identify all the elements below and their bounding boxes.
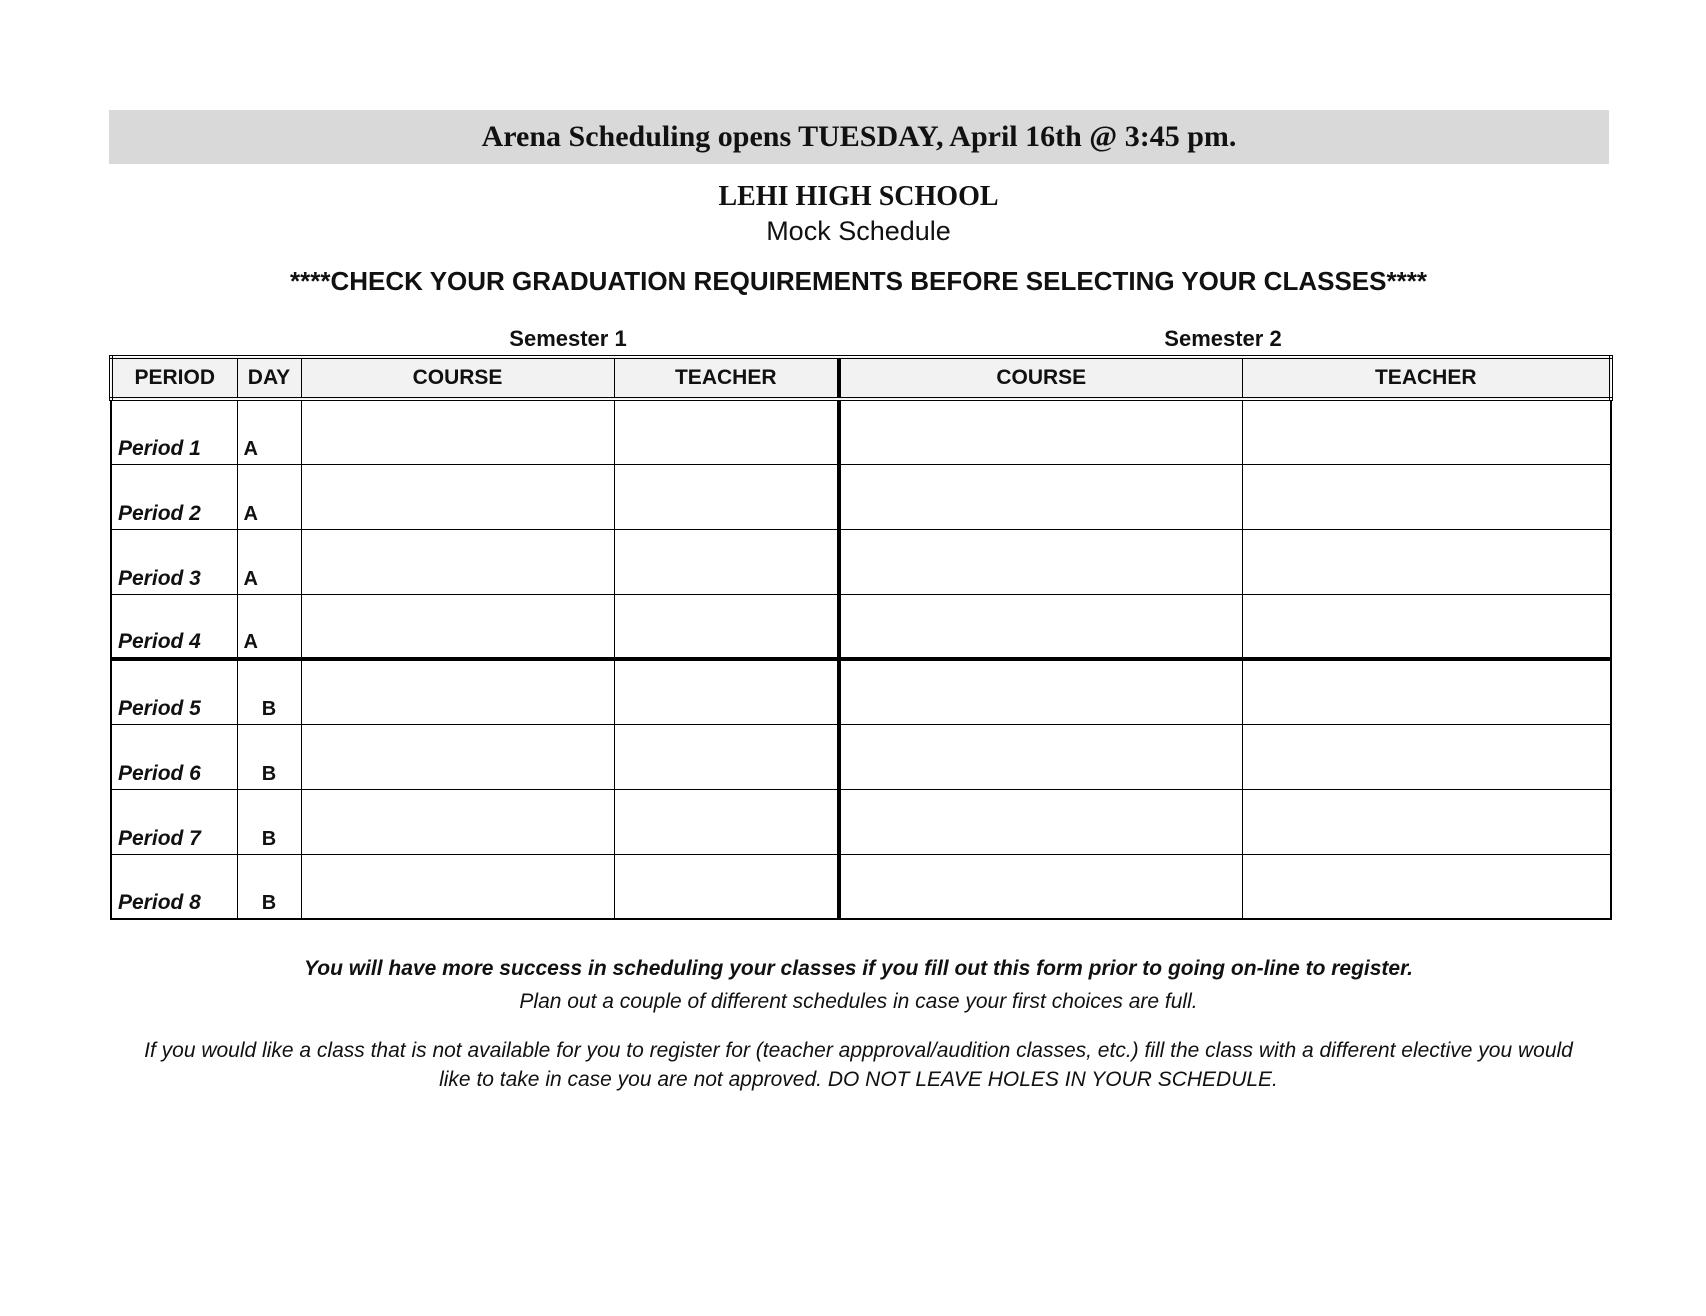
header-row xyxy=(111,357,1611,399)
sem1-course-cell[interactable] xyxy=(301,594,614,659)
sem2-course-cell[interactable] xyxy=(839,529,1242,594)
sem2-teacher-cell[interactable] xyxy=(1242,854,1611,919)
sem2-course-cell[interactable] xyxy=(839,854,1242,919)
sem2-course-header: COURSE xyxy=(839,357,1242,399)
sem1-teacher-cell[interactable] xyxy=(614,854,839,919)
day-label: B xyxy=(237,724,301,789)
period-label: Period 5 xyxy=(111,659,237,724)
sem1-teacher-cell[interactable] xyxy=(614,789,839,854)
sem1-course-header: COURSE xyxy=(301,357,614,399)
sem2-teacher-cell[interactable] xyxy=(1242,659,1611,724)
sem1-course-cell[interactable] xyxy=(301,399,614,464)
day-label: B xyxy=(237,659,301,724)
sem1-course-cell[interactable] xyxy=(301,529,614,594)
sem1-course-cell[interactable] xyxy=(301,659,614,724)
sem2-course-cell[interactable] xyxy=(839,399,1242,464)
day-label: B xyxy=(237,789,301,854)
sem1-teacher-cell[interactable] xyxy=(614,724,839,789)
sem1-course-cell[interactable] xyxy=(301,789,614,854)
table-row xyxy=(111,854,1611,919)
scheduling-banner: Arena Scheduling opens TUESDAY, April 16th @ 3:45 pm. xyxy=(109,110,1609,164)
table-row xyxy=(111,464,1611,529)
graduation-warning: ****CHECK YOUR GRADUATION REQUIREMENTS BEFORE SELECTING YOUR CLASSES**** xyxy=(290,266,1427,296)
sem1-teacher-cell[interactable] xyxy=(614,529,839,594)
day-header: DAY xyxy=(237,357,301,399)
day-label: A xyxy=(237,529,301,594)
day-label: A xyxy=(237,399,301,464)
sem2-course-cell[interactable] xyxy=(839,594,1242,659)
schedule-table xyxy=(109,355,1613,920)
sem2-teacher-cell[interactable] xyxy=(1242,594,1611,659)
period-label: Period 1 xyxy=(111,399,237,464)
sem1-teacher-header: TEACHER xyxy=(614,357,839,399)
sem1-course-cell[interactable] xyxy=(301,854,614,919)
period-label: Period 4 xyxy=(111,594,237,659)
page-subtitle: Mock Schedule xyxy=(766,216,951,246)
period-label: Period 6 xyxy=(111,724,237,789)
day-label: A xyxy=(237,594,301,659)
success-note: You will have more success in scheduling your classes if you fill out this form prior to going on-line to register. xyxy=(304,957,1413,980)
period-label: Period 7 xyxy=(111,789,237,854)
table-row xyxy=(111,594,1611,659)
period-header: PERIOD xyxy=(111,357,237,399)
table-row xyxy=(111,789,1611,854)
semester-2-label: Semester 2 xyxy=(1164,326,1282,351)
day-label: A xyxy=(237,464,301,529)
sem1-teacher-cell[interactable] xyxy=(614,594,839,659)
sem1-teacher-cell[interactable] xyxy=(614,399,839,464)
sem1-teacher-cell[interactable] xyxy=(614,659,839,724)
holes-note: If you would like a class that is not available for you to register for (teacher appproval/audition classes, etc.) fill the class with a different elective you would like to take in case you are not approved. DO NOT LEAVE HOLES IN YOUR SCHEDULE. xyxy=(144,1039,1573,1091)
table-row xyxy=(111,529,1611,594)
sem2-teacher-cell[interactable] xyxy=(1242,724,1611,789)
sem1-course-cell[interactable] xyxy=(301,724,614,789)
period-label: Period 3 xyxy=(111,529,237,594)
sem2-course-cell[interactable] xyxy=(839,724,1242,789)
sem1-teacher-cell[interactable] xyxy=(614,464,839,529)
table-row xyxy=(111,399,1611,464)
period-label: Period 8 xyxy=(111,854,237,919)
sem2-teacher-header: TEACHER xyxy=(1242,357,1611,399)
plan-note: Plan out a couple of different schedules in case your first choices are full. xyxy=(519,990,1198,1013)
sem2-course-cell[interactable] xyxy=(839,464,1242,529)
school-name: LEHI HIGH SCHOOL xyxy=(718,181,999,212)
table-row xyxy=(111,659,1611,724)
period-label: Period 2 xyxy=(111,464,237,529)
sem2-teacher-cell[interactable] xyxy=(1242,529,1611,594)
sem2-teacher-cell[interactable] xyxy=(1242,399,1611,464)
day-label: B xyxy=(237,854,301,919)
sem2-course-cell[interactable] xyxy=(839,789,1242,854)
sem2-teacher-cell[interactable] xyxy=(1242,464,1611,529)
sem1-course-cell[interactable] xyxy=(301,464,614,529)
semester-1-label: Semester 1 xyxy=(509,326,627,351)
sem2-teacher-cell[interactable] xyxy=(1242,789,1611,854)
table-row xyxy=(111,724,1611,789)
sem2-course-cell[interactable] xyxy=(839,659,1242,724)
